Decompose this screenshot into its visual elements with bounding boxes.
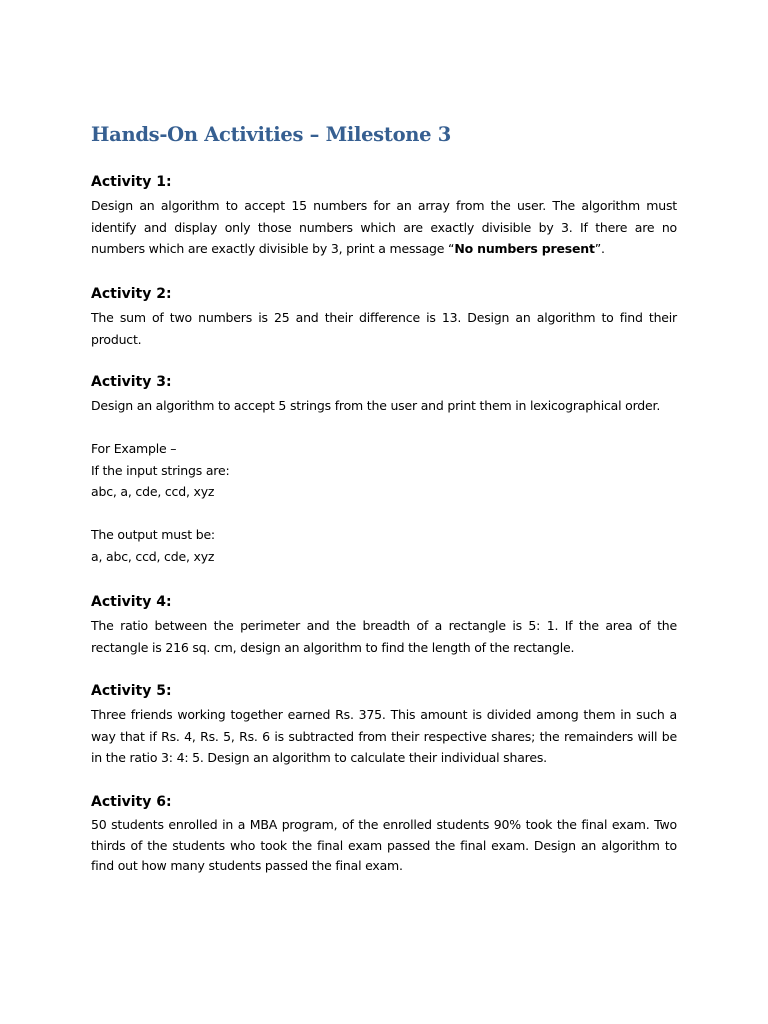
spacer (91, 417, 677, 439)
activity-heading: Activity 3: (91, 374, 172, 390)
activity-text: Design an algorithm to accept 15 numbers for an array from the user. The algorithm must identify and display only those numbers which are exactly divisible by 3. If there are no numbers which are exactly divisible by 3, print a message “No numbers present”. (91, 198, 677, 256)
example-output-label: The output must be: (91, 527, 215, 542)
activity-3 (91, 373, 677, 567)
activity-heading: Activity 1: (91, 174, 172, 190)
document-title: Hands-On Activities – Milestone 3 (91, 123, 452, 146)
activity-text: The sum of two numbers is 25 and their difference is 13. Design an algorithm to find their product. (91, 310, 677, 347)
activity-text: 50 students enrolled in a MBA program, of the enrolled students 90% took the final exam. Two thirds of the students who took the final exam passed the final exam. Design an algorithm to find out how many students passed the final exam. (91, 817, 677, 873)
activity-text: Three friends working together earned Rs. 375. This amount is divided among them in such a way that if Rs. 4, Rs. 5, Rs. 6 is subtracted from their respective shares; the remainders will be in the ratio 3: 4: 5. Design an algorithm to calculate their individual shares. (91, 707, 677, 765)
example-output-values: a, abc, ccd, cde, xyz (91, 548, 215, 564)
activity-heading: Activity 4: (91, 594, 172, 610)
activity-text: Design an algorithm to accept 5 strings from the user and print them in lexicographical order. (91, 398, 661, 413)
emphasis-text: No numbers present (454, 241, 595, 256)
example-intro: For Example – (91, 441, 177, 456)
spacer (91, 503, 677, 525)
example-input-label: If the input strings are: (91, 462, 230, 478)
activity-heading: Activity 5: (91, 683, 172, 699)
activity-heading: Activity 6: (91, 794, 172, 810)
example-input-values: abc, a, cde, ccd, xyz (91, 484, 215, 499)
activity-5 (91, 682, 677, 769)
activity-1 (91, 173, 677, 260)
activity-heading: Activity 2: (91, 286, 172, 302)
activity-4 (91, 593, 677, 658)
activity-2 (91, 285, 677, 350)
activity-6 (91, 793, 677, 877)
activity-text: The ratio between the perimeter and the breadth of a rectangle is 5: 1. If the area of the rectangle is 216 sq. cm, design an algorithm to find the length of the rectangle. (91, 618, 677, 655)
